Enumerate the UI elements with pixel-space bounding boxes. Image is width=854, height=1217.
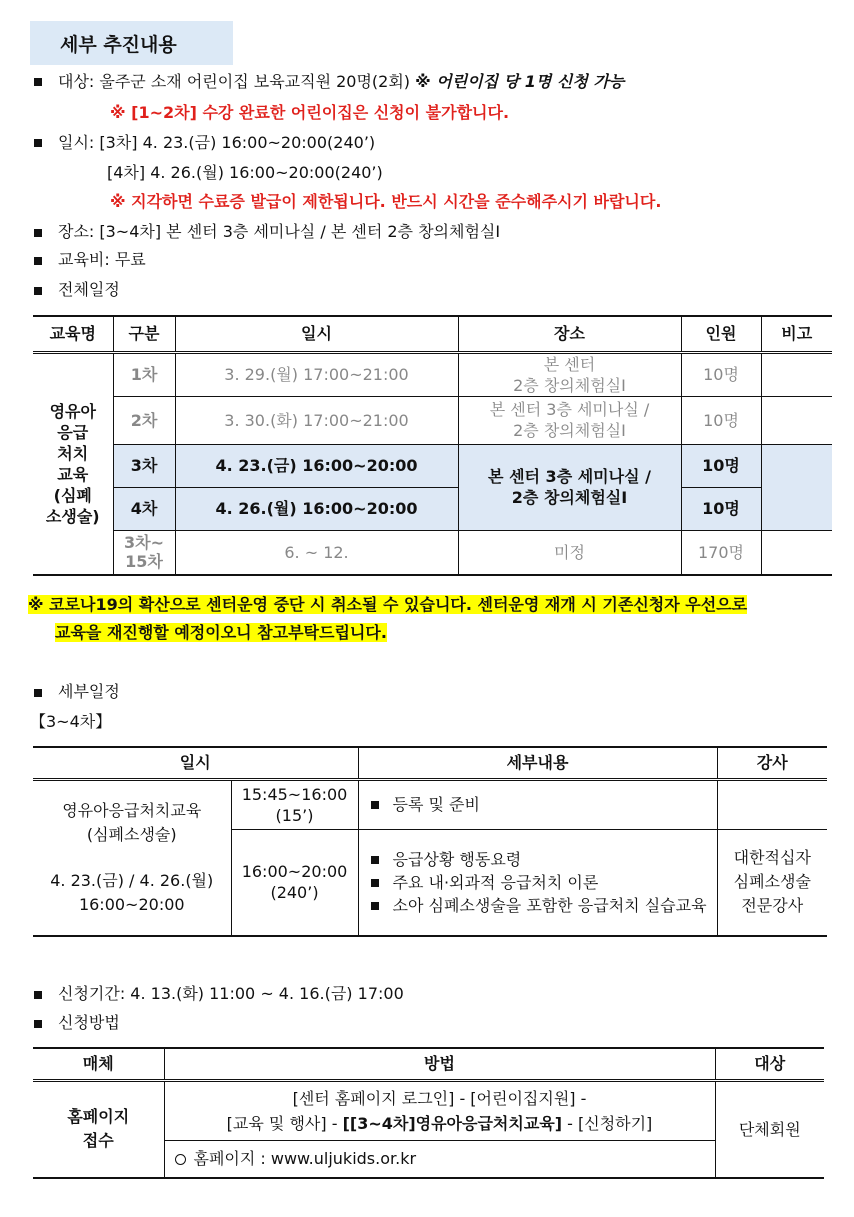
place-line: 장소: [3~4차] 본 센터 3층 세미나실 / 본 센터 2층 창의체험실Ⅰ [58, 222, 501, 241]
overall-schedule-label: 전체일정 [58, 280, 120, 299]
detail-subtitle: 【3~4차】 [30, 712, 112, 731]
detail-course: 영유아응급처치교육 (심폐소생술) [62, 800, 202, 844]
method-path-post: - [신청하기] [562, 1113, 653, 1133]
dates-line-1: 일시: [3차] 4. 23.(금) 16:00~20:00(240’) [58, 133, 376, 152]
detail-schedule-label: 세부일정 [58, 682, 120, 701]
table-row-date: 6. ~ 12. [175, 530, 458, 575]
fee-line: 교육비: 무료 [58, 250, 146, 269]
bullet-icon [34, 991, 42, 999]
method-path [164, 1080, 715, 1140]
list-item: 소아 심폐소생술을 포함한 응급처치 실습교육 [371, 894, 713, 917]
table-row-division: 1차 [113, 352, 175, 396]
target-warning: ※ [1~2차] 수강 완료한 어린이집은 신청이 불가합니다. [110, 103, 510, 122]
header-instructor: 강사 [717, 747, 827, 779]
table-row-count: 170명 [681, 530, 761, 575]
schedule-table [33, 315, 832, 576]
header-datetime: 일시 [175, 316, 458, 352]
table-row-place: 미정 [458, 530, 681, 575]
table-row-remarks [761, 530, 832, 575]
table-row-date: 3. 30.(화) 17:00~21:00 [175, 396, 458, 444]
covid-notice [28, 591, 747, 647]
dates-line-2: [4차] 4. 26.(월) 16:00~20:00(240’) [107, 163, 383, 182]
notice-line-2: 교육을 재진행할 예정이오니 참고부탁드립니다. [55, 623, 387, 642]
header-target: 대상 [715, 1048, 824, 1080]
method-table [33, 1047, 824, 1179]
table-row-date: 3. 29.(월) 17:00~21:00 [175, 352, 458, 396]
target-label: 대상: 울주군 소재 어린이집 보육교직원 20명(2회) [58, 72, 411, 91]
section-title: 세부 추진내용 [30, 21, 233, 65]
slot1-content [358, 779, 717, 829]
table-row-count: 10명 [681, 396, 761, 444]
table-row-remarks [761, 396, 832, 444]
notice-line-1: ※ 코로나19의 확산으로 센터운영 중단 시 취소될 수 있습니다. 센터운영 재개 시 기존신청자 우선으로 [28, 595, 748, 614]
slot1-time: 15:45~16:00 (15’) [231, 779, 358, 829]
table-row-count: 10명 [681, 352, 761, 396]
header-method: 방법 [164, 1048, 715, 1080]
method-target: 단체회원 [715, 1080, 824, 1178]
header-course: 교육명 [33, 316, 113, 352]
bullet-icon [34, 257, 42, 265]
table-row-division: 3차 [113, 444, 175, 487]
header-remarks: 비고 [761, 316, 832, 352]
header-place: 장소 [458, 316, 681, 352]
table-row-count: 10명 [681, 487, 761, 530]
apply-method-label: 신청방법 [58, 1013, 120, 1032]
bullet-icon [34, 139, 42, 147]
header-count: 인원 [681, 316, 761, 352]
method-path-pre: [센터 홈페이지 로그인] - [어린이집지원] - [교육 및 행사] - [226, 1088, 587, 1133]
table-row-division: 4차 [113, 487, 175, 530]
table-row-place: 본 센터 2층 창의체험실Ⅰ [458, 352, 681, 396]
header-medium: 매체 [33, 1048, 164, 1080]
header-datetime: 일시 [33, 747, 358, 779]
header-division: 구분 [113, 316, 175, 352]
table-row-remarks [761, 444, 832, 530]
table-row-place: 본 센터 3층 세미나실 / 2층 창의체험실Ⅰ [458, 444, 681, 530]
list-item: 응급상황 행동요령 [371, 848, 713, 871]
instructor: 대한적십자 심폐소생술 전문강사 [717, 829, 827, 936]
slot2-time: 16:00~20:00 (240’) [231, 829, 358, 936]
list-item: 주요 내·외과적 응급처치 이론 [371, 871, 713, 894]
table-row-count: 10명 [681, 444, 761, 487]
target-emphasis: ※ 어린이집 당 1명 신청 가능 [415, 72, 625, 91]
apply-period: 신청기간: 4. 13.(화) 11:00 ~ 4. 16.(금) 17:00 [58, 984, 404, 1003]
header-content: 세부내용 [358, 747, 717, 779]
bullet-icon [34, 689, 42, 697]
homepage-row [164, 1140, 715, 1178]
detail-table [33, 746, 827, 937]
slot2-content [358, 829, 717, 936]
homepage-url[interactable]: 홈페이지 : www.uljukids.or.kr [193, 1149, 417, 1169]
course-name: 영유아 응급 처치 교육 (심폐 소생술) [33, 352, 113, 575]
bullet-icon [34, 229, 42, 237]
dates-warning: ※ 지각하면 수료증 발급이 제한됩니다. 반드시 시간을 준수해주시기 바랍니다. [110, 192, 662, 211]
bullet-icon [34, 287, 42, 295]
bullet-icon [34, 1020, 42, 1028]
list-item: 등록 및 준비 [371, 793, 713, 816]
target-line [58, 71, 624, 93]
table-row-date: 4. 26.(월) 16:00~20:00 [175, 487, 458, 530]
table-row-place: 본 센터 3층 세미나실 / 2층 창의체험실Ⅰ [458, 396, 681, 444]
medium-homepage: 홈페이지 접수 [33, 1080, 164, 1178]
detail-course-cell [33, 779, 231, 936]
method-path-course: [[3~4차]영유아응급처치교육] [342, 1113, 563, 1133]
slot1-instructor [717, 779, 827, 829]
detail-dates: 4. 23.(금) / 4. 26.(월) 16:00~20:00 [50, 870, 214, 914]
table-row-division: 3차~ 15차 [113, 530, 175, 575]
table-row-remarks [761, 352, 832, 396]
bullet-icon [34, 78, 42, 86]
table-row-division: 2차 [113, 396, 175, 444]
circle-bullet-icon [175, 1154, 186, 1165]
table-row-date: 4. 23.(금) 16:00~20:00 [175, 444, 458, 487]
